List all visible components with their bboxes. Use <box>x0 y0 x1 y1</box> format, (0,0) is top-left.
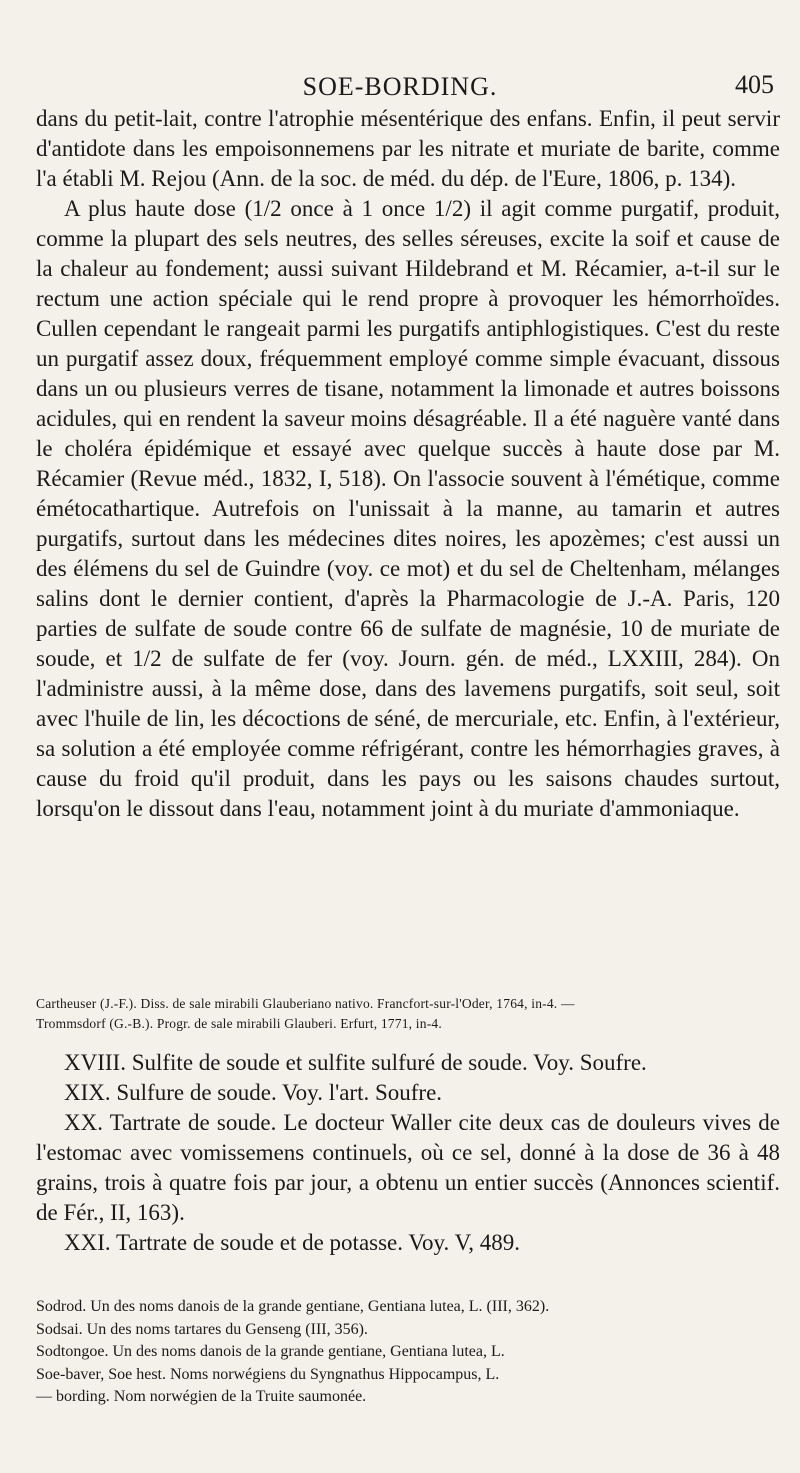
glossary-entry: Soe-baver, Soe hest. Noms norwégiens du Syngnathus Hippocampus, L. <box>36 1365 500 1383</box>
glossary-entry: Sodrod. Un des noms danois de la grande gentiane, Gentiana lutea, L. (III, 362). <box>36 1298 550 1315</box>
section-entries <box>36 1048 780 1258</box>
citation: Cartheuser (J.-F.). Diss. de sale mirabili Glauberiano nativo. Francfort-sur-l'Oder, 1764, in-4. — <box>36 996 575 1011</box>
glossary-entry: Sodtongoe. Un des noms danois de la grande gentiane, Gentiana lutea, L. <box>36 1343 505 1360</box>
page-header <box>0 68 800 108</box>
glossary <box>36 1296 780 1409</box>
citation: Trommsdorf (G.-B.). Progr. de sale mirabili Glauberi. Erfurt, 1771, in-4. <box>36 1016 442 1031</box>
section-entry: XVIII. Sulfite de soude et sulfite sulfuré de soude. Voy. Soufre. <box>64 1050 647 1075</box>
section-entry: XIX. Sulfure de soude. Voy. l'art. Soufre. <box>64 1080 443 1105</box>
section-entry: XX. Tartrate de soude. Le docteur Waller cite deux cas de douleurs vives de l'estomac avec vomissemens continuels, où ce sel, donné à la dose de 36 à 48 grains, trois à quatre fois par jour, a obtenu un entier succès (Annonces scientif. de Fér., II, 163). <box>36 1110 780 1225</box>
glossary-entry: — bording. Nom norwégien de la Truite saumonée. <box>36 1388 367 1405</box>
glossary-entry: Sodsai. Un des noms tartares du Genseng (III, 356). <box>36 1320 368 1338</box>
page-number: 405 <box>735 70 774 99</box>
paragraph: dans du petit-lait, contre l'atrophie mésentérique des enfans. Enfin, il peut servir d'antidote dans les empoisonnemens par les nitrate et muriate de barite, comme l'a établi M. Rejou (Ann. de la soc. de méd. du dép. de l'Eure, 1806, p. 134). <box>36 106 780 191</box>
main-text <box>36 104 780 824</box>
paragraph: A plus haute dose (1/2 once à 1 once 1/2) il agit comme purgatif, produit, comme la plupart des sels neutres, des selles séreuses, excite la soif et cause de la chaleur au fondement; aussi suivant Hildebrand et M. Récamier, a-t-il sur le rectum une action spéciale qui le rend propre à provoquer les hémorrhoïdes. Cullen cependant le rangeait parmi les purgatifs antiphlogistiques. C'est du reste un purgatif assez doux, fréquemment employé comme simple évacuant, dissous dans un ou plusieurs verres de tisane, notamment la limonade et autres boissons acidules, qui en rendent la saveur moins désagréable. Il a été naguère vanté dans le choléra épidémique et essayé avec quelque succès à haute dose par M. Récamier (Revue méd., 1832, I, 518). On l'associe souvent à l'émétique, comme émétocathartique. Autrefois on l'unissait à la manne, au tamarin et autres purgatifs, surtout dans les médecines dites noires, les apozèmes; c'est aussi un des élémens du sel de Guindre (voy. ce mot) et du sel de Cheltenham, mélanges salins dont le dernier contient, d'après la Pharmacologie de J.-A. Paris, 120 parties de sulfate de soude contre 66 de sulfate de magnésie, 10 de muriate de soude, et 1/2 de sulfate de fer (voy. Journ. gén. de méd., LXXIII, 284). On l'administre aussi, à la même dose, dans des lavemens purgatifs, soit seul, soit avec l'huile de lin, les décoctions de séné, de mercuriale, etc. Enfin, à l'extérieur, sa solution a été employée comme réfrigérant, contre les hémorrhagies graves, à cause du froid qu'il produit, dans les pays ou les saisons chaudes surtout, lorsqu'on le dissout dans l'eau, notamment joint à du muriate d'ammoniaque. <box>36 196 780 821</box>
section-entry: XXI. Tartrate de soude et de potasse. Voy. V, 489. <box>64 1230 520 1255</box>
bibliography <box>36 994 780 1034</box>
running-title: SOE-BORDING. <box>302 72 498 101</box>
